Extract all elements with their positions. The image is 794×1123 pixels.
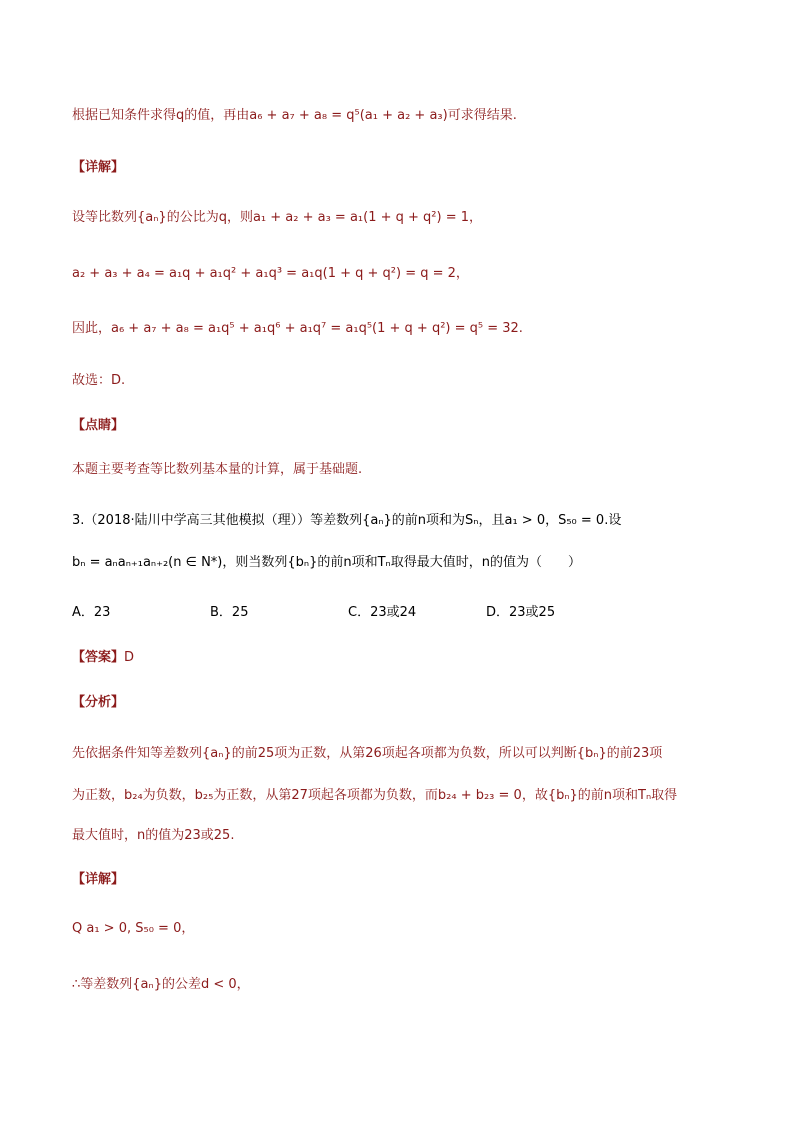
detail-line-1: 设等比数列{aₙ}的公比为q，则a₁ + a₂ + a₃ = a₁(1 + q + q²) = 1， bbox=[72, 210, 482, 225]
answer-row bbox=[72, 648, 134, 668]
analysis-heading: 【分析】 bbox=[72, 695, 125, 710]
analysis-line-3: 最大值时，n的值为23或25. bbox=[72, 828, 235, 843]
answer-choice: 故选：D. bbox=[72, 373, 126, 388]
option-a: A．23 bbox=[72, 605, 111, 620]
detail-heading: 【详解】 bbox=[72, 160, 125, 175]
analysis-tail: 根据已知条件求得q的值，再由a₆ + a₇ + a₈ = q⁵(a₁ + a₂ + a₃)可求得结果. bbox=[72, 108, 517, 123]
question3-line2: bₙ = aₙaₙ₊₁aₙ₊₂(n ∈ N*)，则当数列{bₙ}的前n项和Tₙ取得最大值时，n的值为（ ） bbox=[72, 555, 581, 570]
detail-line-2: a₂ + a₃ + a₄ = a₁q + a₁q² + a₁q³ = a₁q(1 + q + q²) = q = 2， bbox=[72, 266, 469, 281]
detail2-line-1: Q a₁ > 0, S₅₀ = 0， bbox=[72, 921, 195, 936]
option-d: D．23或25 bbox=[486, 605, 556, 620]
question3-line1: 3.（2018·陆川中学高三其他模拟（理））等差数列{aₙ}的前n项和为Sₙ，且a₁ > 0，S₅₀ = 0.设 bbox=[72, 513, 622, 528]
detail-line-3: 因此，a₆ + a₇ + a₈ = a₁q⁵ + a₁q⁶ + a₁q⁷ = a₁q⁵(1 + q + q²) = q⁵ = 32. bbox=[72, 321, 523, 336]
option-b: B．25 bbox=[210, 605, 249, 620]
detail2-line-2: ∴等差数列{aₙ}的公差d < 0， bbox=[72, 977, 250, 992]
answer-value: D bbox=[124, 650, 135, 665]
answer-heading: 【答案】 bbox=[72, 650, 125, 665]
option-c: C．23或24 bbox=[348, 605, 417, 620]
analysis-line-2: 为正数，b₂₄为负数，b₂₅为正数，从第27项起各项都为负数，而b₂₄ + b₂₃ = 0，故{bₙ}的前n项和Tₙ取得 bbox=[72, 788, 678, 803]
detail2-heading: 【详解】 bbox=[72, 872, 125, 887]
analysis-line-1: 先依据条件知等差数列{aₙ}的前25项为正数，从第26项起各项都为负数，所以可以判断{bₙ}的前23项 bbox=[72, 746, 663, 761]
comment-text: 本题主要考查等比数列基本量的计算，属于基础题. bbox=[72, 462, 363, 477]
comment-heading: 【点睛】 bbox=[72, 418, 125, 433]
